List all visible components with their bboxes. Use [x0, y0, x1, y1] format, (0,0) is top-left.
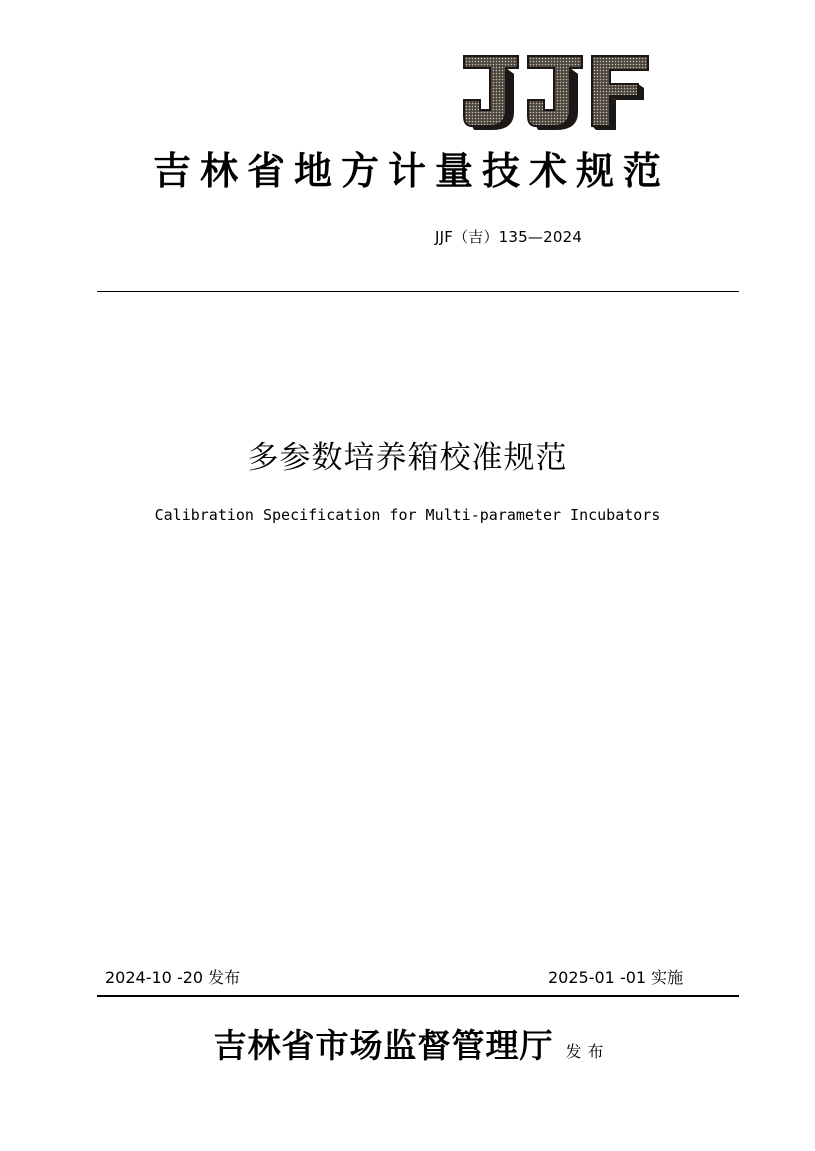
release-date: 2024-10 -20 发布 — [105, 968, 241, 987]
document-title-chinese: 多参数培养箱校准规范 — [247, 440, 568, 476]
effective-date: 2025-01 -01 实施 — [548, 968, 684, 987]
logo-letter-f — [592, 56, 648, 130]
logo-letter-j1 — [464, 56, 518, 130]
top-divider — [97, 291, 739, 292]
standard-code: JJF（吉）135—2024 — [435, 228, 583, 246]
publish-label: 发布 — [565, 1042, 610, 1061]
document-title-english: Calibration Specification for Multi-parameter Incubators — [154, 506, 661, 524]
publisher-name: 吉林省市场监督管理厅 — [213, 1026, 554, 1065]
bottom-divider — [97, 995, 739, 997]
header-title: 吉林省地方计量技术规范 — [152, 148, 670, 193]
publisher-row — [0, 1020, 815, 1067]
logo-letter-j2 — [528, 56, 582, 130]
jjf-logo-icon — [462, 54, 652, 130]
